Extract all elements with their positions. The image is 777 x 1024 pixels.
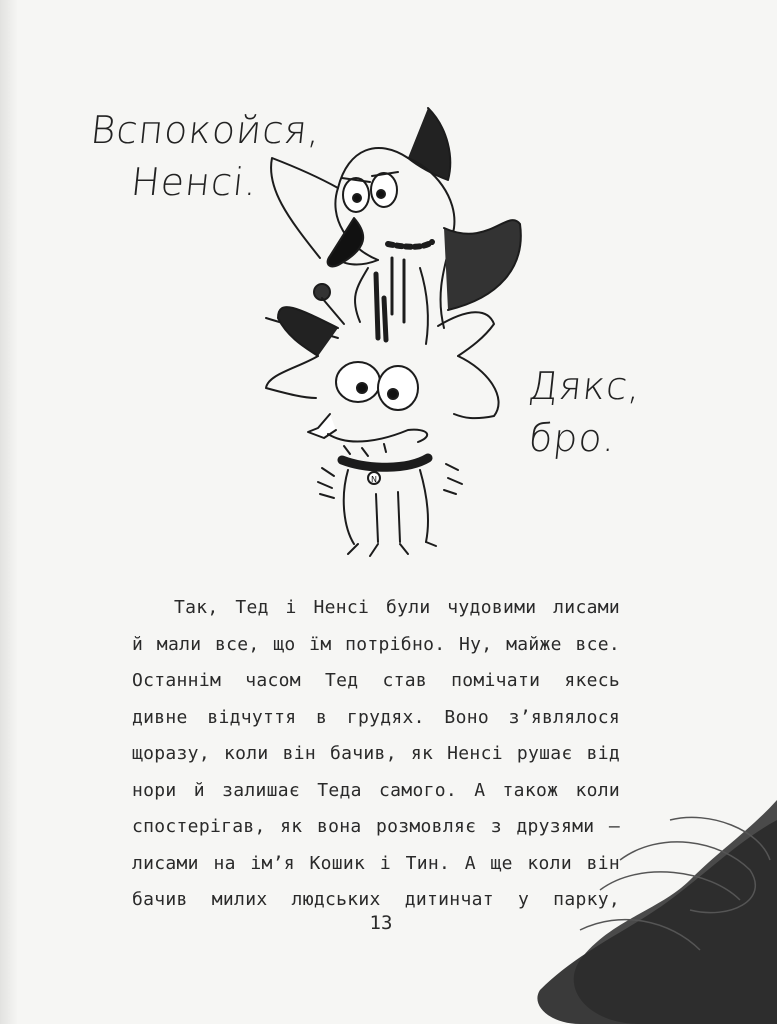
text-line-2: й мали все, що їм потрібно. Ну, майже все. xyxy=(132,633,620,655)
speech-ted-line-1: Вспокойся, xyxy=(88,108,324,152)
text-line-5: щоразу, коли він бачив, як Ненсі рушає від xyxy=(132,743,620,764)
scribble-decoration xyxy=(520,800,777,1024)
text-line-8: лисами на ім’я Кошик і Тин. А ще коли він xyxy=(132,852,620,874)
text-line-9: бачив милих людських дитинчат у парку, xyxy=(132,889,620,910)
foxes-illustration xyxy=(258,98,538,568)
text-line-4: дивне відчуття в грудях. Воно з’являлося xyxy=(132,706,620,728)
speech-nancy xyxy=(521,360,644,464)
nancy-fox-drawing xyxy=(266,307,499,556)
speech-nancy-line-1: Дякс, xyxy=(526,364,644,408)
ted-fox-drawing xyxy=(266,108,521,344)
page-gutter-shadow xyxy=(0,0,18,1024)
collar-tag: N xyxy=(371,475,377,484)
speech-ted-line-2: Ненсі. xyxy=(128,160,260,204)
text-line-6: нори й залишає Теда самого. А також коли xyxy=(132,779,620,801)
text-line-7: спостерігав, як вона розмовляє з друзями — xyxy=(132,816,620,837)
text-line-3: Останнім часом Тед став помічати якесь xyxy=(132,670,620,691)
page-number: 13 xyxy=(369,912,393,934)
text-line-1: Так, Тед і Ненсі були чудовими лисами xyxy=(174,597,620,618)
speech-nancy-line-2: бро. xyxy=(526,416,619,460)
